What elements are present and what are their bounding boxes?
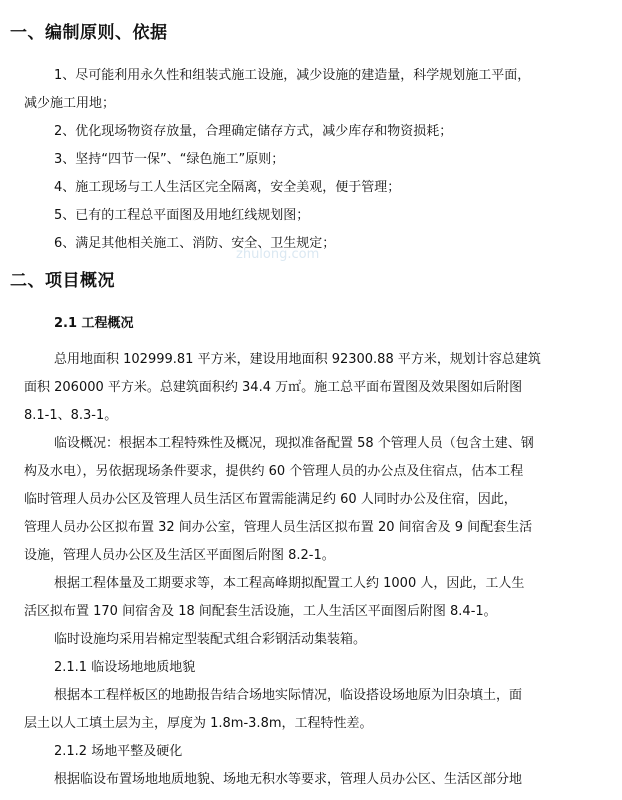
overview-p2-line-5: 设施，管理人员办公区及生活区平面图后附图 8.2-1。: [24, 548, 335, 563]
section-2-heading: 二、项目概况: [10, 271, 115, 291]
overview-p1-line-1: 总用地面积 102999.81 平方米，建设用地面积 92300.88 平方米，规划计容总建筑: [54, 352, 541, 367]
geology-line-2: 层土以人工填土层为主，厚度为 1.8m-3.8m，工程特性差。: [24, 716, 373, 731]
watermark-text: zhulong.com: [236, 247, 320, 262]
subsection-2-1-2-heading: 2.1.2 场地平整及硬化: [54, 744, 183, 759]
geology-line-1: 根据本工程样板区的地勘报告结合场地实际情况，临设搭设场地原为旧杂填土，面: [54, 688, 523, 703]
overview-p2-line-2: 构及水电），另依据现场条件要求，提供约 60 个管理人员的办公点及住宿点，估本工程: [24, 464, 524, 479]
overview-p3-line-1: 根据工程体量及工期要求等，本工程高峰期拟配置工人约 1000 人，因此，工人生: [54, 576, 525, 591]
subsection-2-1-heading: 2.1 工程概况: [54, 316, 134, 331]
principle-1-line-1: 1、尽可能利用永久性和组装式施工设施，减少设施的建造量，科学规划施工平面，: [54, 68, 531, 83]
overview-p2-line-3: 临时管理人员办公区及管理人员生活区布置需能满足约 60 人同时办公及住宿，因此，: [24, 492, 517, 507]
subsection-2-1-1-heading: 2.1.1 临设场地地质地貌: [54, 660, 196, 675]
principle-1-line-2: 减少施工用地；: [24, 96, 116, 111]
principle-3: 3、坚持“四节一保”、“绿色施工”原则；: [54, 152, 285, 167]
section-1-heading: 一、编制原则、依据: [10, 23, 168, 43]
overview-p2-line-4: 管理人员办公区拟布置 32 间办公室，管理人员生活区拟布置 20 间宿舍及 9 间配套生活: [24, 520, 533, 535]
principle-6: 6、满足其他相关施工、消防、安全、卫生规定；: [54, 236, 336, 251]
principle-2: 2、优化现场物资存放量，合理确定储存方式，减少库存和物资损耗；: [54, 124, 453, 139]
overview-p1-line-3: 8.1-1、8.3-1。: [24, 408, 118, 423]
overview-p2-line-1: 临设概况：根据本工程特殊性及概况，现拟准备配置 58 个管理人员（包含土建、钢: [54, 436, 534, 451]
principle-4: 4、施工现场与工人生活区完全隔离，安全美观，便于管理；: [54, 180, 401, 195]
overview-p1-line-2: 面积 206000 平方米。总建筑面积约 34.4 万㎡。施工总平面布置图及效果图如后附图: [24, 380, 523, 395]
principle-5: 5、已有的工程总平面图及用地红线规划图；: [54, 208, 310, 223]
overview-p4-line-1: 临时设施均采用岩棉定型装配式组合彩钢活动集装箱。: [54, 632, 367, 647]
overview-p3-line-2: 活区拟布置 170 间宿舍及 18 间配套生活设施，工人生活区平面图后附图 8.4-1。: [24, 604, 497, 619]
grading-line-1: 根据临设布置场地地质地貌、场地无积水等要求，管理人员办公区、生活区部分地: [54, 772, 523, 787]
